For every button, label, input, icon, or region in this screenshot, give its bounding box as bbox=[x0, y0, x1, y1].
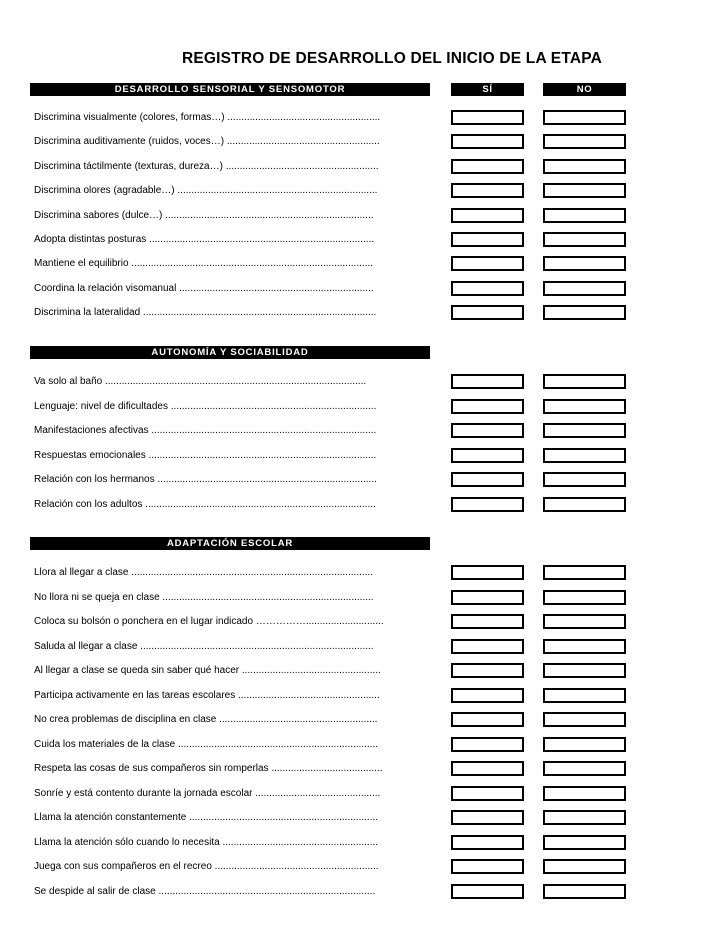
no-answer-box[interactable] bbox=[543, 737, 626, 752]
checklist-row bbox=[0, 448, 728, 463]
checklist-item-label: Llora al llegar a clase ....................................................................................... bbox=[34, 567, 373, 578]
no-answer-box[interactable] bbox=[543, 472, 626, 487]
no-answer-box[interactable] bbox=[543, 183, 626, 198]
checklist-row bbox=[0, 835, 728, 850]
yes-answer-box[interactable] bbox=[451, 208, 524, 223]
checklist-row bbox=[0, 810, 728, 825]
checklist-item-label: Manifestaciones afectivas ................................................................................. bbox=[34, 425, 377, 436]
no-answer-box[interactable] bbox=[543, 565, 626, 580]
yes-answer-box[interactable] bbox=[451, 374, 524, 389]
no-answer-box[interactable] bbox=[543, 159, 626, 174]
checklist-item-label: No llora ni se queja en clase ............................................................................ bbox=[34, 591, 374, 603]
yes-answer-box[interactable] bbox=[451, 663, 524, 678]
checklist-row bbox=[0, 232, 728, 247]
yes-answer-box[interactable] bbox=[451, 232, 524, 247]
checklist-item-label: Coordina la relación visomanual ...................................................................... bbox=[34, 282, 374, 294]
checklist-row bbox=[0, 614, 728, 629]
yes-answer-box[interactable] bbox=[451, 712, 524, 727]
checklist-row bbox=[0, 110, 728, 125]
checklist-item-label: Discrimina la lateralidad .................................................................................... bbox=[34, 307, 377, 319]
no-answer-box[interactable] bbox=[543, 859, 626, 874]
section-heading-adaptacion: ADAPTACIÓN ESCOLAR bbox=[30, 537, 430, 550]
yes-answer-box[interactable] bbox=[451, 448, 524, 463]
checklist-item-label: Adopta distintas posturas ................................................................................. bbox=[34, 234, 375, 245]
no-answer-box[interactable] bbox=[543, 374, 626, 389]
checklist-item-label: Discrimina táctilmente (texturas, dureza…) ....................................................... bbox=[34, 160, 379, 172]
no-answer-box[interactable] bbox=[543, 134, 626, 149]
checklist-row bbox=[0, 688, 728, 703]
no-answer-box[interactable] bbox=[543, 884, 626, 899]
checklist-item-label: Discrimina auditivamente (ruidos, voces…) ....................................................... bbox=[34, 136, 380, 148]
checklist-item-label: Va solo al baño .............................................................................................. bbox=[34, 376, 367, 387]
yes-answer-box[interactable] bbox=[451, 639, 524, 654]
no-answer-box[interactable] bbox=[543, 810, 626, 825]
yes-answer-box[interactable] bbox=[451, 614, 524, 629]
yes-answer-box[interactable] bbox=[451, 423, 524, 438]
yes-answer-box[interactable] bbox=[451, 884, 524, 899]
no-answer-box[interactable] bbox=[543, 423, 626, 438]
checklist-item-label: Participa activamente en las tareas escolares ................................................... bbox=[34, 689, 380, 701]
checklist-row bbox=[0, 884, 728, 899]
checklist-row bbox=[0, 497, 728, 512]
yes-answer-box[interactable] bbox=[451, 761, 524, 776]
no-answer-box[interactable] bbox=[543, 256, 626, 271]
checklist-item-label: Sonríe y está contento durante la jornada escolar ............................................. bbox=[34, 787, 381, 799]
checklist-row bbox=[0, 256, 728, 271]
checklist-item-label: Discrimina olores (agradable…) ........................................................................ bbox=[34, 185, 378, 197]
page-title: REGISTRO DE DESARROLLO DEL INICIO DE LA ETAPA bbox=[181, 50, 603, 67]
yes-answer-box[interactable] bbox=[451, 497, 524, 512]
no-answer-box[interactable] bbox=[543, 761, 626, 776]
yes-answer-box[interactable] bbox=[451, 256, 524, 271]
checklist-item-label: Saluda al llegar a clase .................................................................................... bbox=[34, 640, 374, 652]
section-heading-sensorial: DESARROLLO SENSORIAL Y SENSOMOTOR bbox=[30, 83, 430, 96]
yes-answer-box[interactable] bbox=[451, 835, 524, 850]
yes-answer-box[interactable] bbox=[451, 134, 524, 149]
yes-answer-box[interactable] bbox=[451, 810, 524, 825]
checklist-row bbox=[0, 374, 728, 389]
checklist-item-label: Llama la atención constantemente .................................................................... bbox=[34, 812, 379, 823]
checklist-item-label: Lenguaje: nivel de dificultades .......................................................................... bbox=[34, 400, 377, 412]
checklist-row bbox=[0, 565, 728, 580]
no-answer-box[interactable] bbox=[543, 281, 626, 296]
yes-answer-box[interactable] bbox=[451, 565, 524, 580]
yes-answer-box[interactable] bbox=[451, 859, 524, 874]
checklist-row bbox=[0, 761, 728, 776]
yes-answer-box[interactable] bbox=[451, 110, 524, 125]
checklist-item-label: Llama la atención sólo cuando lo necesita ........................................................ bbox=[34, 836, 379, 848]
no-answer-box[interactable] bbox=[543, 688, 626, 703]
checklist-row bbox=[0, 639, 728, 654]
checklist-row bbox=[0, 590, 728, 605]
no-answer-box[interactable] bbox=[543, 448, 626, 463]
checklist-item-label: No crea problemas de disciplina en clase ......................................................... bbox=[34, 714, 378, 725]
yes-answer-box[interactable] bbox=[451, 688, 524, 703]
no-answer-box[interactable] bbox=[543, 712, 626, 727]
checklist-row bbox=[0, 472, 728, 487]
checklist-row bbox=[0, 712, 728, 727]
checklist-row bbox=[0, 786, 728, 801]
checklist-row bbox=[0, 183, 728, 198]
no-answer-box[interactable] bbox=[543, 786, 626, 801]
checklist-item-label: Se despide al salir de clase .............................................................................. bbox=[34, 885, 376, 897]
checklist-row bbox=[0, 737, 728, 752]
checklist-item-label: Al llegar a clase se queda sin saber qué hacer .................................................. bbox=[34, 665, 381, 676]
no-answer-box[interactable] bbox=[543, 305, 626, 320]
checklist-row bbox=[0, 399, 728, 414]
checklist-item-label: Cuida los materiales de la clase ........................................................................ bbox=[34, 738, 378, 750]
checklist-item-label: Discrimina sabores (dulce…) ........................................................................... bbox=[34, 209, 374, 221]
no-answer-box[interactable] bbox=[543, 614, 626, 629]
yes-answer-box[interactable] bbox=[451, 159, 524, 174]
checklist-row bbox=[0, 159, 728, 174]
yes-answer-box[interactable] bbox=[451, 590, 524, 605]
checklist-row bbox=[0, 859, 728, 874]
no-answer-box[interactable] bbox=[543, 110, 626, 125]
column-header-yes: SÍ bbox=[451, 83, 524, 96]
checklist-item-label: Relación con los adultos ................................................................................... bbox=[34, 498, 376, 510]
checklist-row bbox=[0, 208, 728, 223]
checklist-item-label: Coloca su bolsón o ponchera en el lugar indicado ……………............................ bbox=[34, 616, 384, 627]
yes-answer-box[interactable] bbox=[451, 786, 524, 801]
checklist-item-label: Discrimina visualmente (colores, formas…) ....................................................... bbox=[34, 112, 381, 123]
checklist-row bbox=[0, 134, 728, 149]
no-answer-box[interactable] bbox=[543, 835, 626, 850]
checklist-row bbox=[0, 305, 728, 320]
checklist-row bbox=[0, 423, 728, 438]
checklist-row bbox=[0, 663, 728, 678]
yes-answer-box[interactable] bbox=[451, 305, 524, 320]
yes-answer-box[interactable] bbox=[451, 737, 524, 752]
no-answer-box[interactable] bbox=[543, 639, 626, 654]
no-answer-box[interactable] bbox=[543, 208, 626, 223]
yes-answer-box[interactable] bbox=[451, 399, 524, 414]
yes-answer-box[interactable] bbox=[451, 281, 524, 296]
checklist-row bbox=[0, 281, 728, 296]
column-header-no: NO bbox=[543, 83, 626, 96]
no-answer-box[interactable] bbox=[543, 497, 626, 512]
no-answer-box[interactable] bbox=[543, 399, 626, 414]
yes-answer-box[interactable] bbox=[451, 183, 524, 198]
checklist-item-label: Mantiene el equilibrio ....................................................................................... bbox=[34, 258, 373, 270]
no-answer-box[interactable] bbox=[543, 232, 626, 247]
no-answer-box[interactable] bbox=[543, 663, 626, 678]
checklist-item-label: Juega con sus compañeros en el recreo ........................................................... bbox=[34, 861, 379, 872]
no-answer-box[interactable] bbox=[543, 590, 626, 605]
checklist-item-label: Relación con los hermanos ............................................................................... bbox=[34, 474, 377, 485]
yes-answer-box[interactable] bbox=[451, 472, 524, 487]
checklist-item-label: Respuestas emocionales .................................................................................. bbox=[34, 449, 377, 461]
section-heading-autonomia: AUTONOMÍA Y SOCIABILIDAD bbox=[30, 346, 430, 359]
checklist-item-label: Respeta las cosas de sus compañeros sin romperlas ........................................ bbox=[34, 763, 383, 774]
